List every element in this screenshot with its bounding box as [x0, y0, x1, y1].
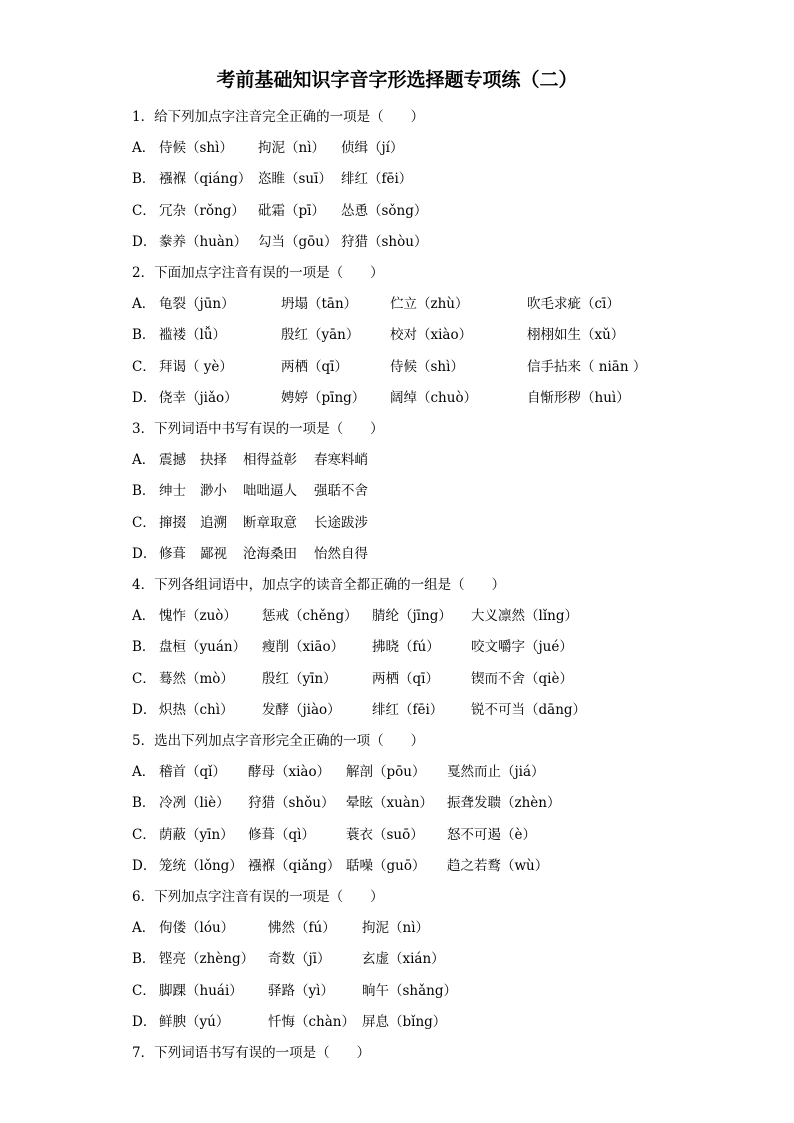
- option-item: 断章取意: [243, 514, 297, 531]
- option-item: 相得益彰: [243, 452, 297, 469]
- option-item: 自惭形秽（huì）: [527, 389, 630, 406]
- option-item: 绯红（fēi）: [341, 171, 413, 188]
- option-item: 冷冽（liè）: [159, 795, 230, 812]
- option-item: 狩猎（shòu）: [341, 233, 428, 250]
- option-letter: C．: [132, 202, 156, 219]
- option-item: 震撼: [159, 452, 186, 469]
- option-row: [0, 449, 794, 471]
- option-row: [0, 543, 794, 565]
- option-row: [0, 948, 794, 970]
- option-item: 玄虚（xián）: [362, 951, 445, 968]
- option-item: 蓑衣（suō）: [346, 826, 424, 843]
- option-item: 屏息（bǐng）: [362, 1013, 447, 1030]
- option-row: [0, 137, 794, 159]
- option-item: 怫然（fú）: [268, 920, 336, 937]
- question-stem: 1．给下列加点字注音完全正确的一项是（ ）: [132, 109, 425, 125]
- option-row: [0, 356, 794, 378]
- option-item: 襁褓（qiáng）: [159, 171, 252, 188]
- option-letter: D．: [132, 701, 157, 718]
- option-item: 酵母（xiào）: [248, 764, 331, 781]
- option-row: [0, 699, 794, 721]
- option-row: [0, 293, 794, 315]
- option-item: 两栖（qī）: [281, 358, 348, 375]
- option-item: 褴褛（lǚ）: [159, 327, 227, 344]
- option-row: [0, 761, 794, 783]
- option-letter: D．: [132, 233, 157, 250]
- option-item: 春寒料峭: [314, 452, 368, 469]
- option-row: [0, 200, 794, 222]
- option-item: 侥幸（jiǎo）: [159, 389, 238, 406]
- option-letter: D．: [132, 1013, 157, 1030]
- option-item: 勾当（gōu）: [258, 233, 338, 250]
- option-item: 忏悔（chàn）: [268, 1013, 355, 1030]
- option-row: [0, 668, 794, 690]
- option-item: 校对（xiào）: [390, 327, 473, 344]
- option-item: 鄙视: [200, 545, 227, 562]
- option-item: 怒不可遏（è）: [447, 826, 536, 843]
- option-letter: B．: [132, 483, 156, 500]
- question-stem: 7．下列词语书写有误的一项是（ ）: [132, 1045, 371, 1061]
- option-item: 殷红（yān）: [281, 327, 360, 344]
- option-item: 吹毛求疵（cī）: [527, 296, 620, 313]
- option-item: 脚踝（huái）: [159, 982, 243, 999]
- option-letter: D．: [132, 857, 157, 874]
- option-item: 拘泥（nì）: [362, 920, 430, 937]
- option-row: [0, 636, 794, 658]
- option-item: 荫蔽（yīn）: [159, 826, 234, 843]
- option-letter: A．: [132, 608, 156, 625]
- option-item: 振聋发聩（zhèn）: [447, 795, 561, 812]
- option-row: [0, 512, 794, 534]
- option-letter: A．: [132, 296, 156, 313]
- question-stem: 5．选出下列加点字音形完全正确的一项（ ）: [132, 733, 425, 749]
- option-item: 砒霜（pī）: [258, 202, 325, 219]
- option-item: 咄咄逼人: [243, 483, 297, 500]
- option-item: 伫立（zhù）: [390, 296, 469, 313]
- option-item: 龟裂（jūn）: [159, 296, 235, 313]
- option-item: 笼统（lǒng）: [159, 857, 243, 874]
- option-item: 锲而不舍（qiè）: [471, 670, 573, 687]
- option-item: 铿亮（zhèng）: [159, 951, 255, 968]
- option-item: 拂晓（fú）: [372, 639, 440, 656]
- option-item: 戛然而止（jiá）: [447, 764, 545, 781]
- option-letter: B．: [132, 639, 156, 656]
- option-item: 两栖（qī）: [372, 670, 439, 687]
- option-item: 撺掇: [159, 514, 186, 531]
- option-row: [0, 387, 794, 409]
- option-item: 趋之若鹜（wù）: [447, 857, 549, 874]
- option-item: 豢养（huàn）: [159, 233, 248, 250]
- option-item: 修葺: [159, 545, 186, 562]
- option-letter: A．: [132, 764, 156, 781]
- option-item: 鲜腴（yú）: [159, 1013, 230, 1030]
- option-letter: D．: [132, 389, 157, 406]
- option-item: 襁褓（qiǎng）: [248, 857, 341, 874]
- option-item: 稽首（qǐ）: [159, 764, 226, 781]
- option-letter: C．: [132, 358, 156, 375]
- option-item: 绅士: [159, 483, 186, 500]
- option-row: [0, 917, 794, 939]
- option-item: 怂恿（sǒng）: [341, 202, 428, 219]
- option-item: 侍候（shì）: [390, 358, 464, 375]
- question-stem: 3．下列词语中书写有误的一项是（ ）: [132, 421, 384, 437]
- option-row: [0, 231, 794, 253]
- option-row: [0, 324, 794, 346]
- option-letter: B．: [132, 795, 156, 812]
- option-row: [0, 824, 794, 846]
- option-letter: A．: [132, 452, 156, 469]
- option-item: 追溯: [200, 514, 227, 531]
- option-item: 发酵（jiào）: [262, 701, 341, 718]
- option-letter: B．: [132, 171, 156, 188]
- option-item: 娉婷（pīng）: [281, 389, 366, 406]
- option-item: 拘泥（nì）: [258, 140, 326, 157]
- option-item: 咬文嚼字（jué）: [471, 639, 573, 656]
- option-item: 拜谒（ yè）: [159, 358, 233, 375]
- option-item: 晕眩（xuàn）: [346, 795, 434, 812]
- option-letter: C．: [132, 826, 156, 843]
- option-item: 信手拈来（ niān ）: [527, 358, 647, 375]
- question-stem: 2．下面加点字注音有误的一项是（ ）: [132, 265, 384, 281]
- option-item: 锐不可当（dāng）: [471, 701, 587, 718]
- option-row: [0, 1011, 794, 1033]
- option-item: 愧怍（zuò）: [159, 608, 237, 625]
- option-item: 佝偻（lóu）: [159, 920, 235, 937]
- option-item: 聒噪（guō）: [346, 857, 426, 874]
- option-letter: B．: [132, 327, 156, 344]
- option-letter: C．: [132, 670, 156, 687]
- option-item: 腈纶（jīng）: [372, 608, 452, 625]
- option-letter: C．: [132, 982, 156, 999]
- option-item: 盘桓（yuán）: [159, 639, 247, 656]
- option-item: 坍塌（tān）: [281, 296, 358, 313]
- option-item: 驿路（yì）: [268, 982, 334, 999]
- option-letter: D．: [132, 545, 157, 562]
- option-item: 殷红（yīn）: [262, 670, 337, 687]
- option-item: 恣睢（suī）: [258, 171, 332, 188]
- option-item: 冗杂（rǒng）: [159, 202, 245, 219]
- question-stem: 4．下列各组词语中，加点字的读音全都正确的一组是（ ）: [132, 577, 506, 593]
- option-row: [0, 980, 794, 1002]
- option-item: 解剖（pōu）: [346, 764, 426, 781]
- option-row: [0, 792, 794, 814]
- option-item: 侦缉（jí）: [341, 140, 404, 157]
- option-item: 瘦削（xiāo）: [262, 639, 345, 656]
- option-row: [0, 168, 794, 190]
- option-row: [0, 605, 794, 627]
- option-letter: A．: [132, 920, 156, 937]
- option-item: 侍候（shì）: [159, 140, 233, 157]
- option-letter: A．: [132, 140, 156, 157]
- option-item: 奇数（jī）: [268, 951, 331, 968]
- option-item: 狩猎（shǒu）: [248, 795, 335, 812]
- option-item: 阔绰（chuò）: [390, 389, 478, 406]
- option-item: 蓦然（mò）: [159, 670, 234, 687]
- option-item: 渺小: [200, 483, 227, 500]
- page-title: 考前基础知识字音字形选择题专项练（二）: [216, 69, 578, 91]
- option-item: 栩栩如生（xǔ）: [527, 327, 625, 344]
- question-stem: 6．下列加点字注音有误的一项是（ ）: [132, 889, 384, 905]
- option-letter: C．: [132, 514, 156, 531]
- option-letter: B．: [132, 951, 156, 968]
- option-item: 绯红（fēi）: [372, 701, 444, 718]
- option-item: 强聒不舍: [314, 483, 368, 500]
- option-item: 大义凛然（lǐng）: [471, 608, 578, 625]
- option-item: 炽热（chì）: [159, 701, 234, 718]
- option-row: [0, 855, 794, 877]
- option-item: 长途跋涉: [314, 514, 368, 531]
- option-item: 抉择: [200, 452, 227, 469]
- option-item: 沧海桑田: [243, 545, 297, 562]
- option-item: 怡然自得: [314, 545, 368, 562]
- option-row: [0, 480, 794, 502]
- option-item: 晌午（shǎng）: [362, 982, 458, 999]
- option-item: 惩戒（chěng）: [262, 608, 358, 625]
- option-item: 修葺（qì）: [248, 826, 315, 843]
